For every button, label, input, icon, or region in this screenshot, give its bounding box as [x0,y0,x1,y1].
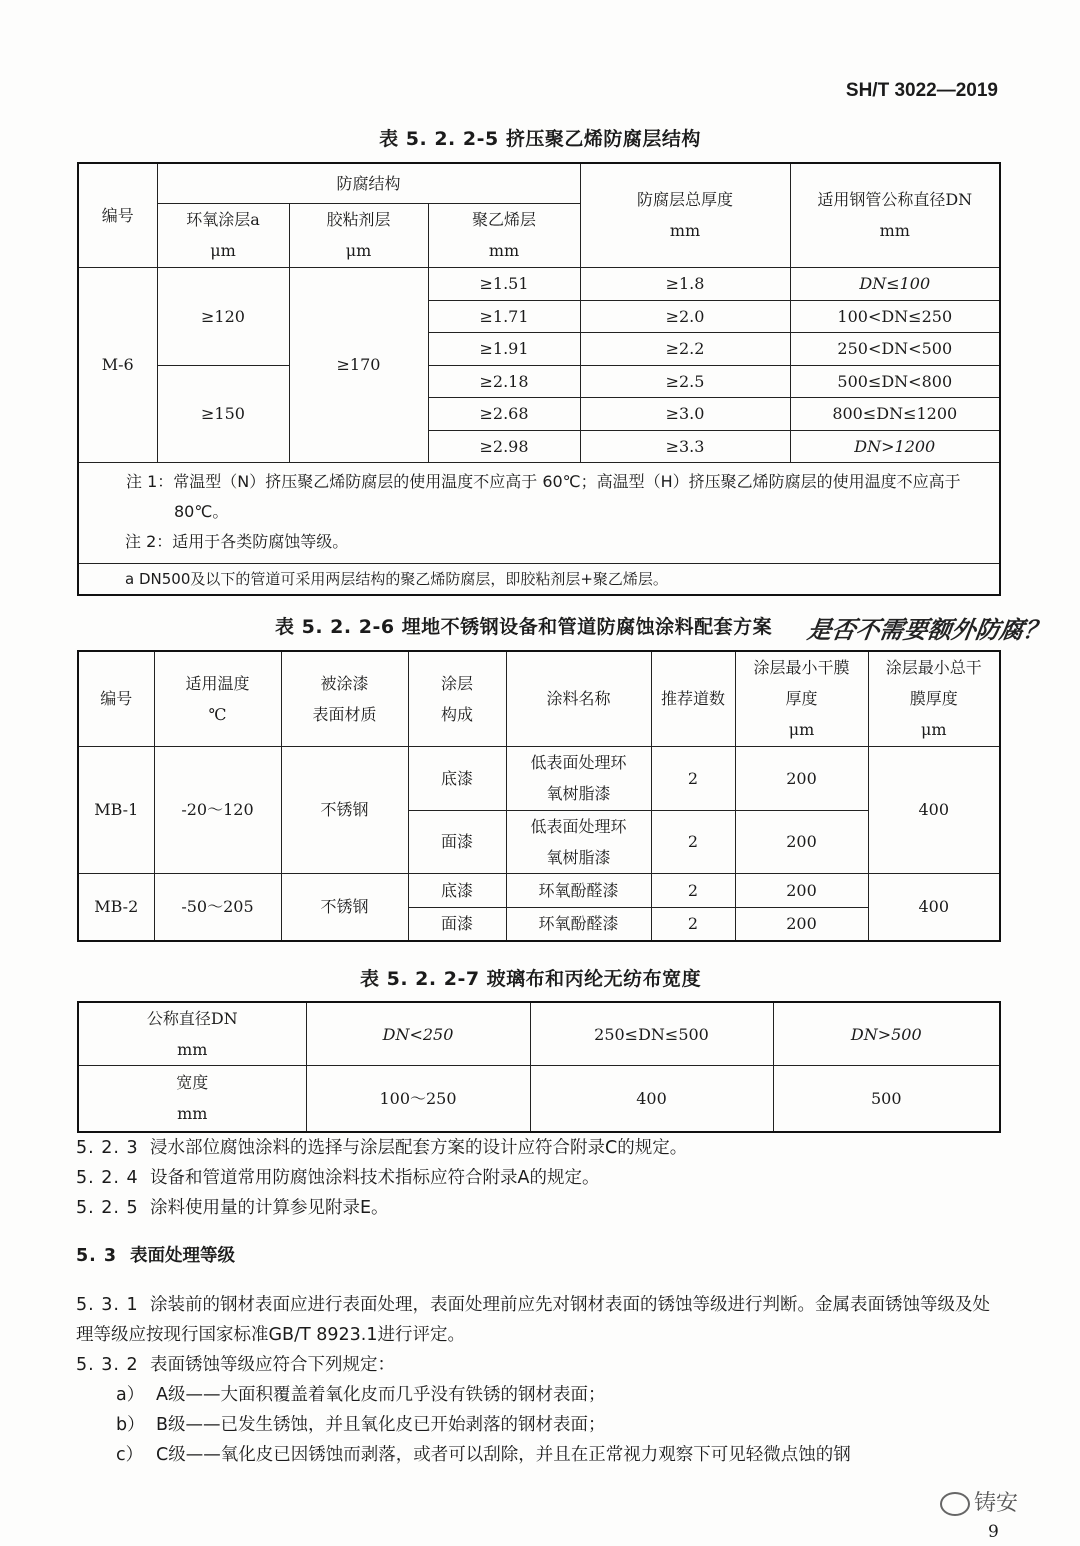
h-layer: 涂层 构成 [408,651,506,746]
layer: 面漆 [408,907,506,941]
coats: 2 [651,810,735,873]
dft: 200 [735,873,868,907]
coating-name: 低表面处理环 氧树脂漆 [506,746,651,810]
clause-5-2-4: 5. 2. 4 设备和管道常用防腐蚀涂料技术指标应符合附录A的规定。 [76,1168,600,1188]
dn-range: DN>500 [773,1002,1000,1066]
dn-range: DN<250 [306,1002,530,1066]
table-stainless-coating [77,650,1001,942]
dn-range: 250≤DN≤500 [530,1002,773,1066]
mb2-temp: -50～205 [154,873,281,941]
handwritten-note: 是否不需要额外防腐？ [805,616,1050,644]
table1-notes [78,462,1000,563]
wechat-icon [940,1492,970,1516]
pe-value: ≥2.98 [428,430,580,462]
layer: 底漆 [408,873,506,907]
total-value: ≥2.2 [580,332,790,365]
header-code: 编号 [78,163,157,267]
epoxy-value: ≥120 [157,267,289,365]
table-pe-structure [77,162,1001,596]
width-value: 100～250 [306,1066,530,1132]
coating-name: 低表面处理环 氧树脂漆 [506,810,651,873]
standard-code: SH/T 3022—2019 [845,80,998,101]
list-item: a） A级——大面积覆盖着氧化皮而几乎没有铁锈的钢材表面； [116,1385,606,1405]
coating-name: 环氧酚醛漆 [506,873,651,907]
clause-5-2-5: 5. 2. 5 涂料使用量的计算参见附录E。 [76,1198,389,1218]
header-structure: 防腐结构 [157,163,580,203]
pe-value: ≥1.51 [428,267,580,300]
note-2: 注 2：适用于各类防腐蚀等级。 [125,531,349,551]
list-item: b） B级——已发生锈蚀，并且氧化皮已开始剥落的钢材表面； [116,1415,606,1435]
width-label: 宽度 mm [78,1066,306,1132]
dn-value: DN>1200 [790,430,1000,462]
dft: 200 [735,746,868,810]
body-section-523-525 [76,1133,1006,1223]
coats: 2 [651,907,735,941]
watermark: 铸安 [940,1486,1018,1517]
mb1-code: MB-1 [78,746,154,873]
header-adhesive: 胶粘剂层 μm [289,203,428,267]
body-section-531-532 [76,1290,1006,1470]
coating-name: 环氧酚醛漆 [506,907,651,941]
total-value: ≥2.0 [580,300,790,332]
h-code: 编号 [78,651,154,746]
total-value: ≥3.0 [580,397,790,430]
table2-caption: 表 5. 2. 2-6 埋地不锈钢设备和管道防腐蚀涂料配套方案 [275,616,773,638]
mb2-material: 不锈钢 [281,873,408,941]
mb1-total: 400 [868,746,1000,873]
pe-value: ≥2.68 [428,397,580,430]
table1-caption: 表 5. 2. 2-5 挤压聚乙烯防腐层结构 [379,128,701,150]
dn-value: 100<DN≤250 [790,300,1000,332]
dft: 200 [735,810,868,873]
header-total: 防腐层总厚度 mm [580,163,790,267]
list-item: c） C级——氧化皮已因锈蚀而剥落，或者可以刮除，并且在正常视力观察下可见轻微点蚀的钢 [116,1445,851,1465]
section-heading-5-3: 5. 3 表面处理等级 [76,1246,235,1266]
pe-value: ≥1.71 [428,300,580,332]
clause-5-3-2: 5. 3. 2 表面锈蚀等级应符合下列规定： [76,1355,395,1375]
dn-value: 800≤DN≤1200 [790,397,1000,430]
dn-label: 公称直径DN mm [78,1002,306,1066]
dn-value: 250<DN<500 [790,332,1000,365]
coats: 2 [651,873,735,907]
table3-caption: 表 5. 2. 2-7 玻璃布和丙纶无纺布宽度 [360,968,702,990]
clause-5-2-3: 5. 2. 3 浸水部位腐蚀涂料的选择与涂层配套方案的设计应符合附录C的规定。 [76,1138,688,1158]
total-value: ≥3.3 [580,430,790,462]
mb2-code: MB-2 [78,873,154,941]
epoxy-value: ≥150 [157,365,289,462]
footnote: a DN500及以下的管道可采用两层结构的聚乙烯防腐层，即胶粘剂层+聚乙烯层。 [78,563,1000,595]
layer: 底漆 [408,746,506,810]
table-cloth-width [77,1001,1001,1133]
header-pe: 聚乙烯层 mm [428,203,580,267]
coats: 2 [651,746,735,810]
pe-value: ≥1.91 [428,332,580,365]
h-coats: 推荐道数 [651,651,735,746]
h-name: 涂料名称 [506,651,651,746]
total-value: ≥1.8 [580,267,790,300]
page-number: 9 [988,1522,999,1542]
clause-5-3-1: 5. 3. 1 涂装前的钢材表面应进行表面处理，表面处理前应先对钢材表面的锈蚀等级进行判断。金属表面锈蚀等级及处理等级应按现行国家标准GB/T 8923.1进行评定。 [76,1295,990,1345]
dft: 200 [735,907,868,941]
layer: 面漆 [408,810,506,873]
mb2-total: 400 [868,873,1000,941]
width-value: 500 [773,1066,1000,1132]
mb1-material: 不锈钢 [281,746,408,873]
h-min-dft: 涂层最小干膜 厚度 μm [735,651,868,746]
adhesive-value: ≥170 [289,267,428,462]
total-value: ≥2.5 [580,365,790,397]
mb1-temp: -20～120 [154,746,281,873]
h-material: 被涂漆 表面材质 [281,651,408,746]
header-epoxy: 环氧涂层a μm [157,203,289,267]
width-value: 400 [530,1066,773,1132]
dn-value: 500≤DN<800 [790,365,1000,397]
header-dn: 适用钢管公称直径DN mm [790,163,1000,267]
h-temp: 适用温度 ℃ [154,651,281,746]
h-min-total: 涂层最小总干 膜厚度 μm [868,651,1000,746]
dn-value: DN≤100 [790,267,1000,300]
pe-value: ≥2.18 [428,365,580,397]
note-1: 注 1：常温型（N）挤压聚乙烯防腐层的使用温度不应高于 60℃；高温型（H）挤压聚乙烯防腐层的使用温度不应高于 80℃。 [126,471,961,521]
row-code: M-6 [78,267,157,462]
